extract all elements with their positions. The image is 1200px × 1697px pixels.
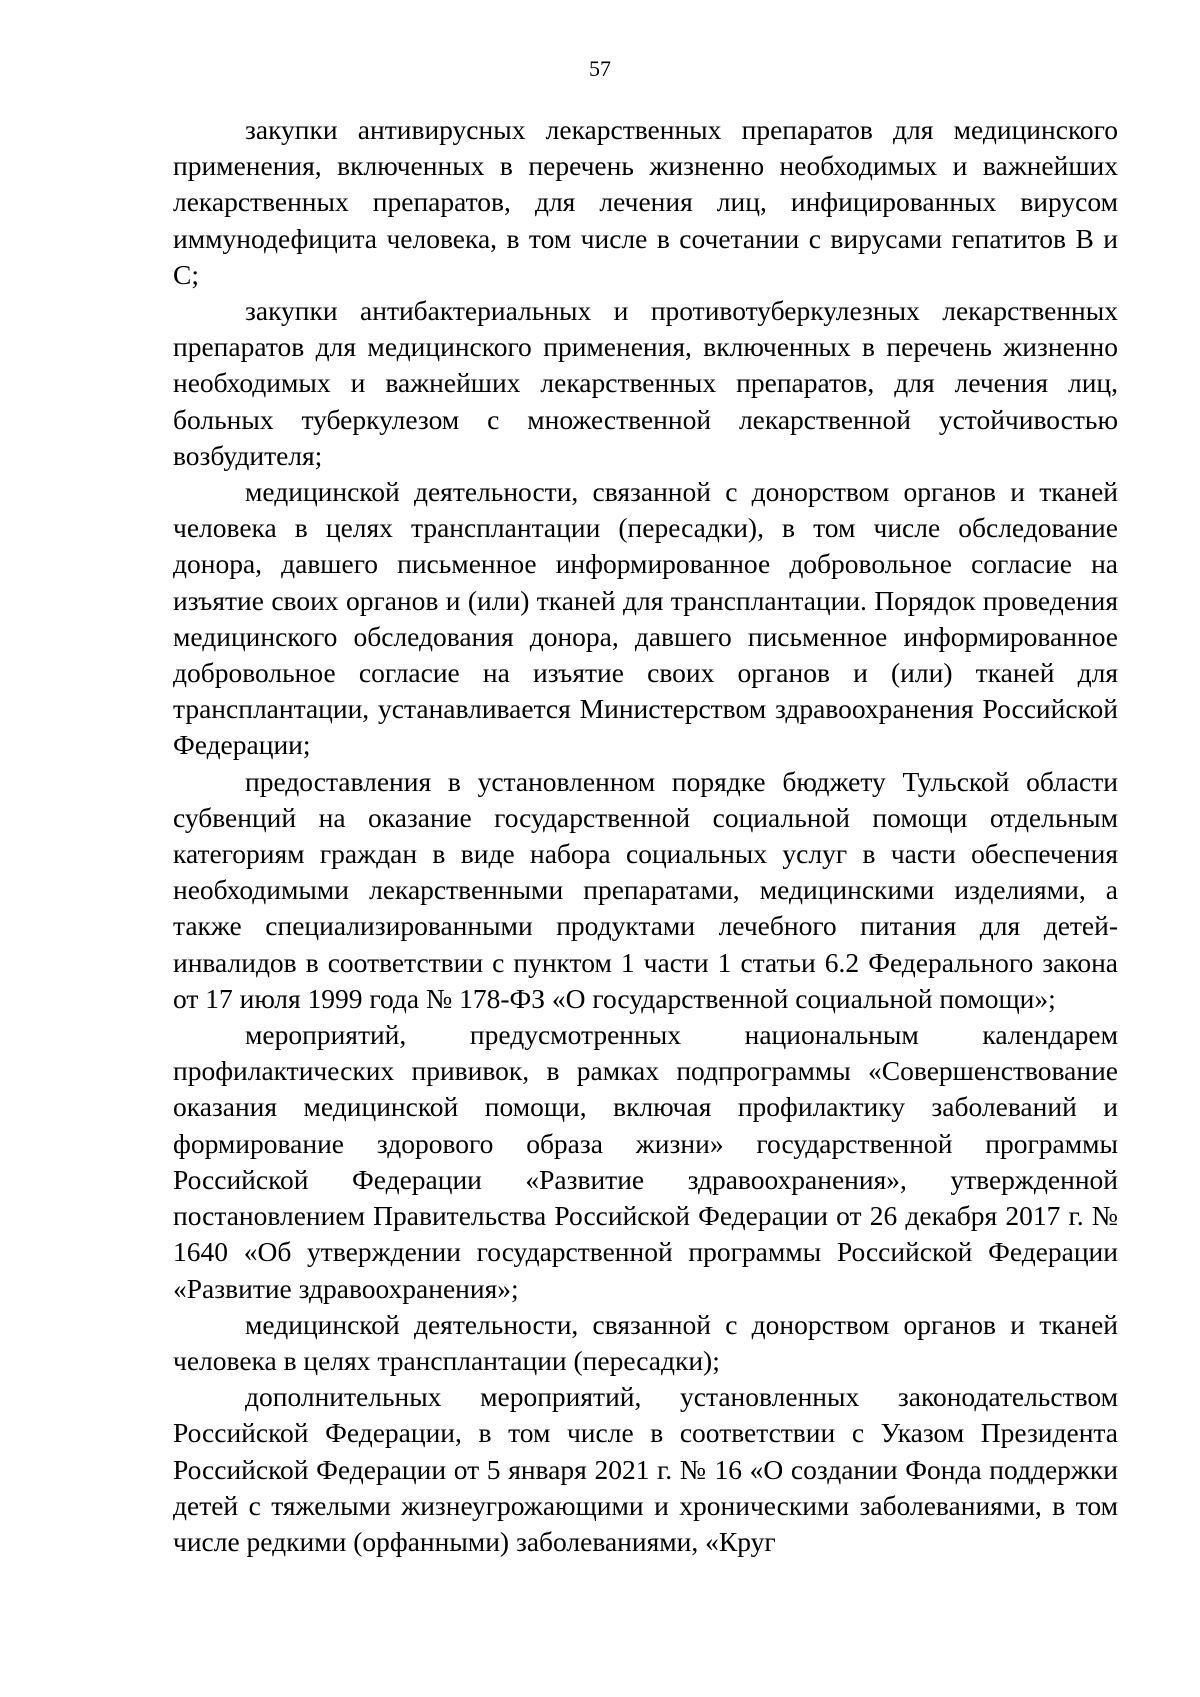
paragraph-additional-measures: дополнительных мероприятий, установленных законодательством Российской Федерации, в том числе в соответствии с Указом Президента Российской Федерации от 5 января 2021 г. № 16 «О создании Фонда поддержки детей с тяжелыми жизнеугрожающими и хроническими заболеваниями, в том числе редкими (орфанными) заболеваниями, «Круг xyxy=(173,1381,1118,1557)
paragraph-tula-subventions: предоставления в установленном порядке бюджету Тульской области субвенций на оказание государственной социальной помощи отдельным категориям граждан в виде набора социальных услуг в части обеспечения необходимыми лекарственными препаратами, медицинскими изделиями, а также специализированными продуктами лечебного питания для детей-инвалидов в соответствии с пунктом 1 части 1 статьи 6.2 Федерального закона от 17 июля 1999 года № 178-ФЗ «О государственной социальной помощи»; xyxy=(173,765,1118,1014)
page-number: 57 xyxy=(589,56,611,81)
document-body xyxy=(173,112,1118,1560)
paragraph-vaccination-calendar: мероприятий, предусмотренных национальным календарем профилактических прививок, в рамках подпрограммы «Совершенствование оказания медицинской помощи, включая профилактику заболеваний и формирование здорового образа жизни» государственной программы Российской Федерации «Развитие здравоохранения», утвержденной постановлением Правительства Российской Федерации от 26 декабря 2017 г. № 1640 «Об утверждении государственной программы Российской Федерации «Развитие здравоохранения»; xyxy=(173,1019,1118,1304)
paragraph-organ-donation-transplant: медицинской деятельности, связанной с донорством органов и тканей человека в целях трансплантации (пересадки); xyxy=(173,1308,1118,1376)
paragraph-antibacterial-procurement: закупки антибактериальных и противотуберкулезных лекарственных препаратов для медицинского применения, включенных в перечень жизненно необходимых и важнейших лекарственных препаратов, для лечения лиц, больных туберкулезом с множественной лекарственной устойчивостью возбудителя; xyxy=(173,295,1118,471)
paragraph-antiviral-procurement: закупки антивирусных лекарственных препаратов для медицинского применения, включенных в перечень жизненно необходимых и важнейших лекарственных препаратов, для лечения лиц, инфицированных вирусом иммунодефицита человека, в том числе в сочетании с вирусами гепатитов B и C; xyxy=(173,114,1118,290)
paragraph-organ-donation-examination: медицинской деятельности, связанной с донорством органов и тканей человека в целях трансплантации (пересадки), в том числе обследование донора, давшего письменное информированное добровольное согласие на изъятие своих органов и (или) тканей для трансплантации. Порядок проведения медицинского обследования донора, давшего письменное информированное добровольное согласие на изъятие своих органов и (или) тканей для трансплантации, устанавливается Министерством здравоохранения Российской Федерации; xyxy=(173,476,1118,761)
